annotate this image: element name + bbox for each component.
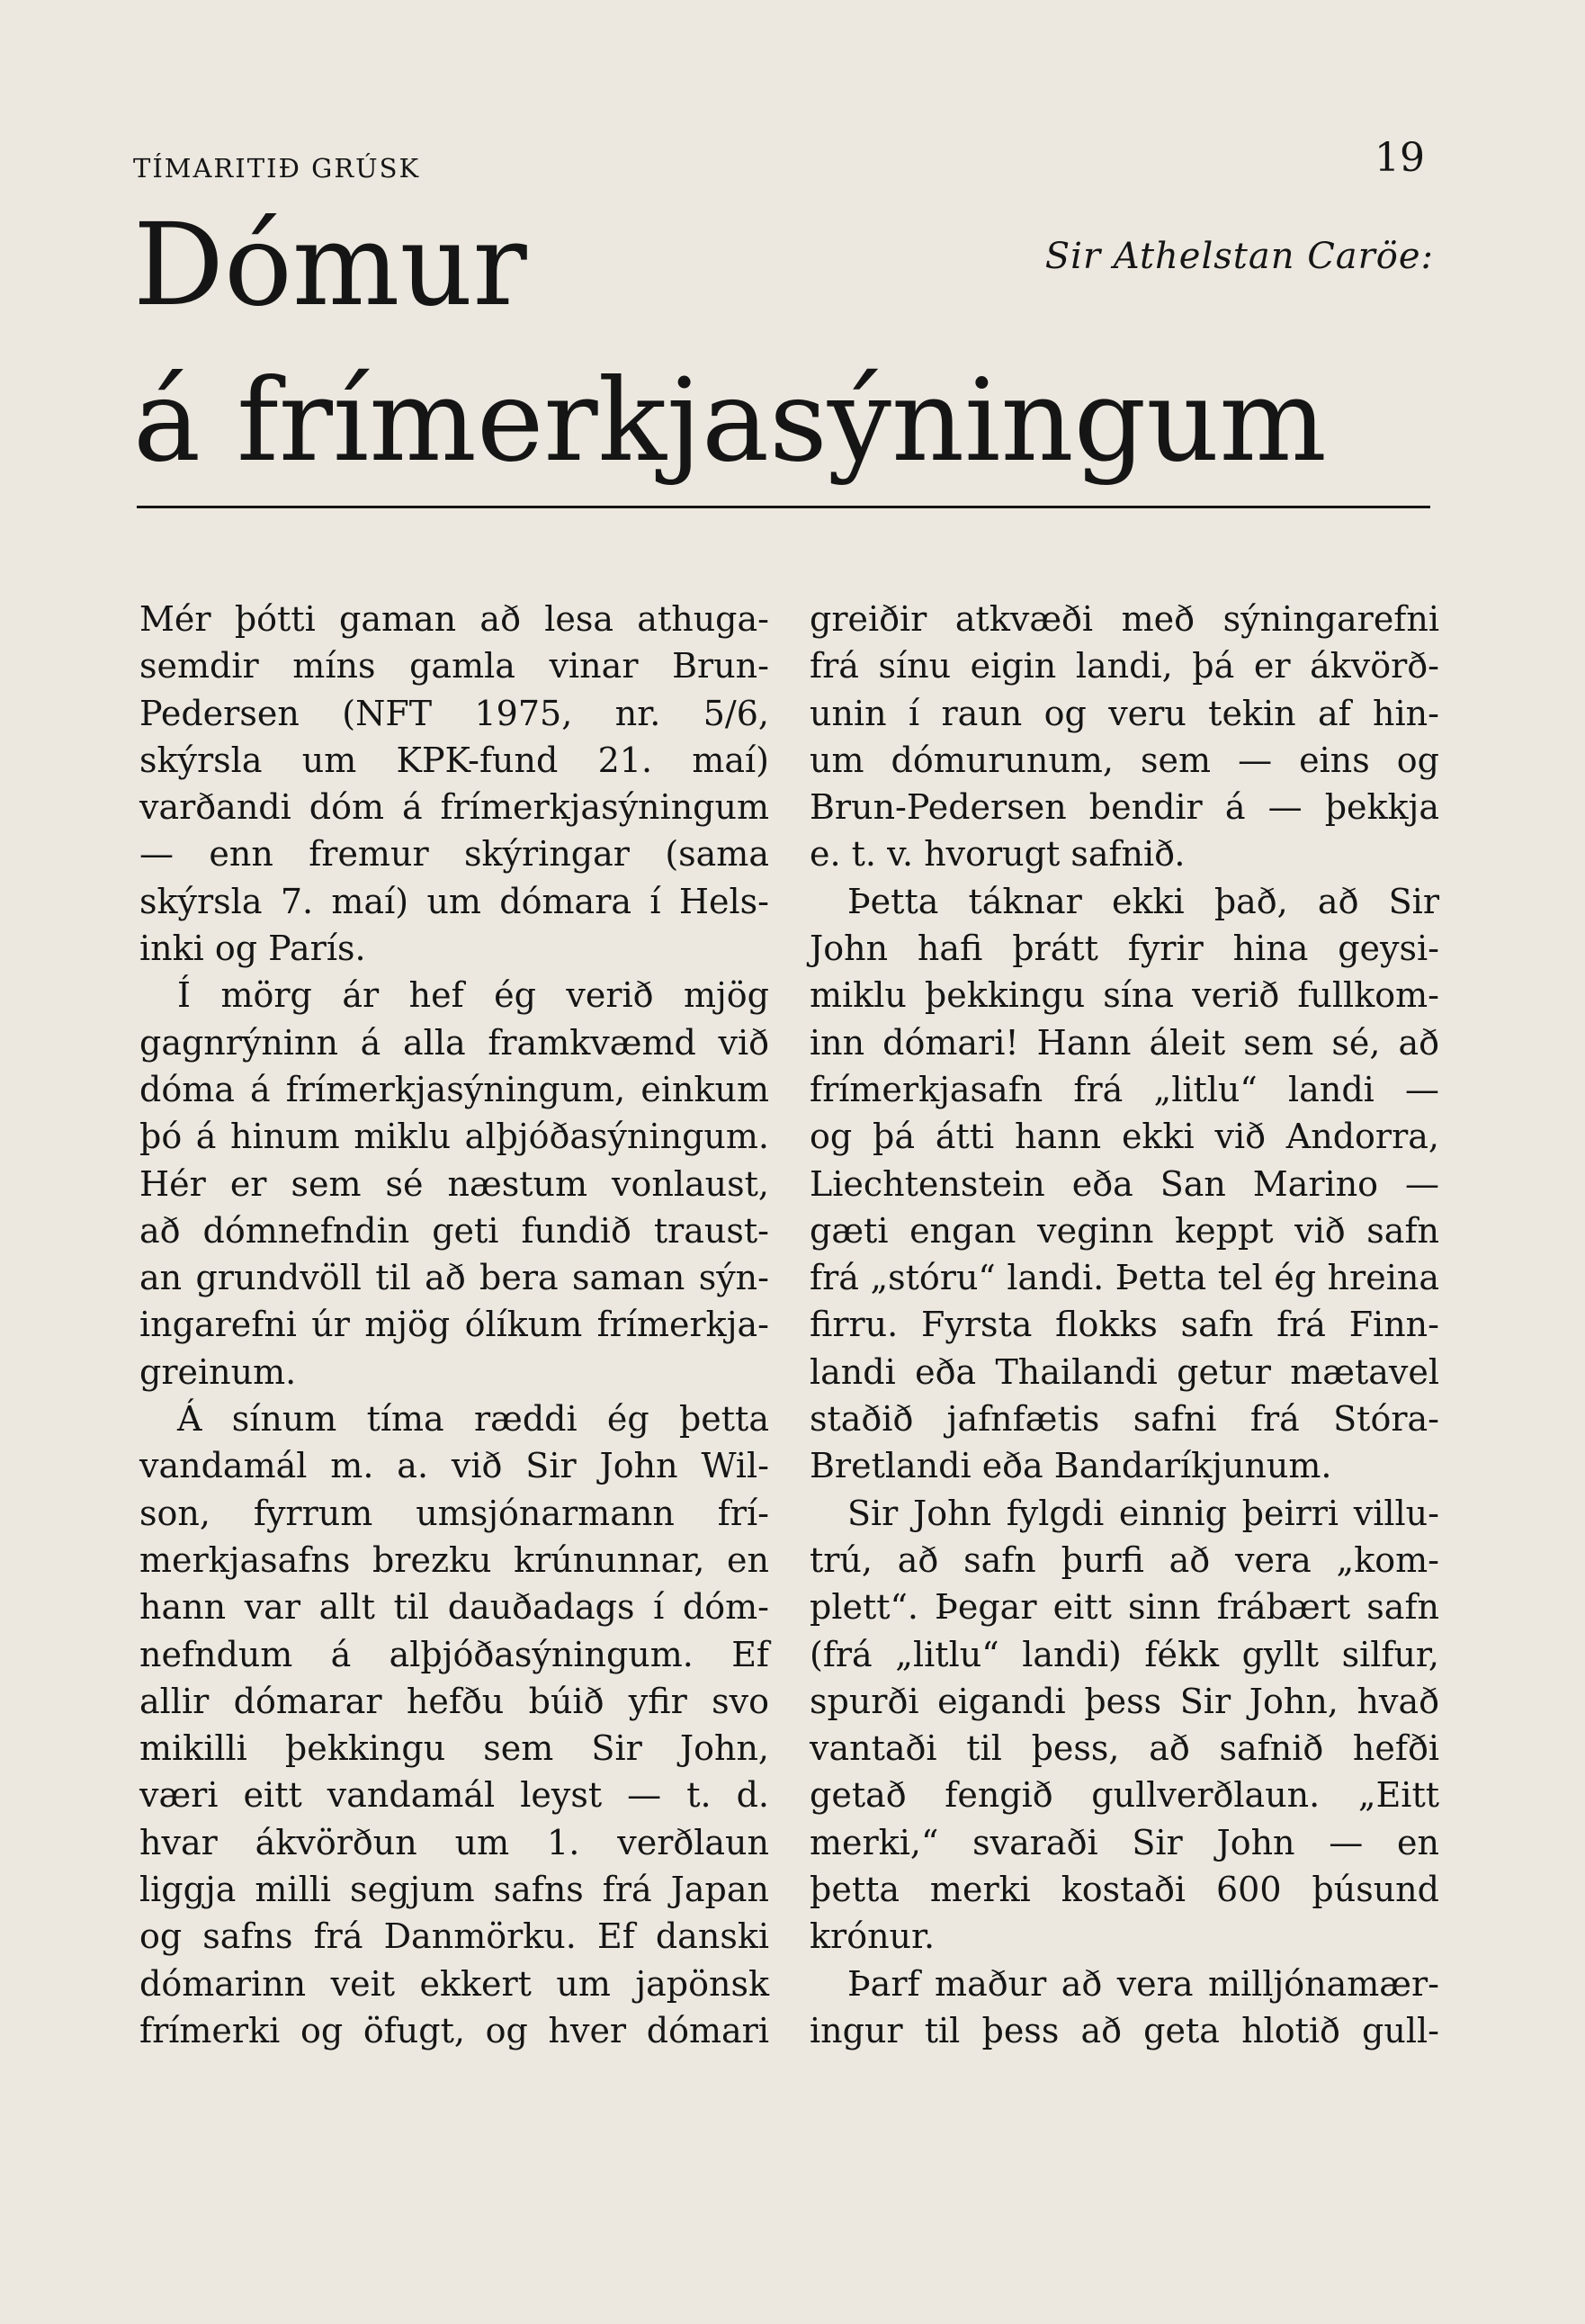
text-line: John hafi þrátt fyrir hina geysi-: [810, 929, 1439, 969]
text-line: dómarinn veit ekkert um japönsk: [139, 1963, 769, 2004]
text-line: Sir John fylgdi einnig þeirri villu-: [847, 1493, 1439, 1533]
text-line: inn dómari! Hann áleit sem sé, að: [810, 1022, 1439, 1063]
article-title-line-1: Dómur: [133, 199, 527, 331]
text-line: greinum.: [139, 1351, 297, 1392]
title-rule: [137, 506, 1430, 508]
text-line: gagnrýninn á alla framkvæmd við: [139, 1022, 769, 1063]
text-line: firru. Fyrsta flokks safn frá Finn-: [810, 1305, 1439, 1345]
text-line: unin í raun og veru tekin af hin-: [810, 693, 1439, 733]
text-line: skýrsla 7. maí) um dómara í Hels-: [139, 881, 769, 921]
running-head: TÍMARITIÐ GRÚSK: [133, 153, 421, 184]
text-line: an grundvöll til að bera saman sýn-: [139, 1258, 769, 1298]
text-line: þó á hinum miklu alþjóðasýningum.: [139, 1117, 769, 1157]
article-title-line-2: á frímerkjasýningum: [133, 354, 1327, 487]
text-line: allir dómarar hefðu búið yfir svo: [139, 1681, 769, 1721]
text-line: spurði eigandi þess Sir John, hvað: [810, 1681, 1439, 1721]
text-line: inki og París.: [139, 929, 366, 969]
text-line: dóma á frímerkjasýningum, einkum: [139, 1069, 769, 1109]
text-line: (frá „litlu“ landi) fékk gyllt silfur,: [810, 1634, 1439, 1674]
text-line: Þarf maður að vera milljónamær-: [847, 1963, 1439, 2004]
text-line: ingur til þess að geta hlotið gull-: [810, 2010, 1439, 2050]
text-line: Bretlandi eða Bandaríkjunum.: [810, 1446, 1332, 1486]
text-line: frímerkjasafn frá „litlu“ landi —: [810, 1069, 1439, 1109]
text-line: vantaði til þess, að safnið hefði: [810, 1728, 1439, 1769]
text-line: Í mörg ár hef ég verið mjög: [177, 975, 769, 1016]
page-number: 19: [1375, 135, 1425, 181]
text-line: krónur.: [810, 1916, 936, 1957]
text-line: Brun-Pedersen bendir á — þekkja: [810, 787, 1439, 828]
text-line: vandamál m. a. við Sir John Wil-: [139, 1446, 769, 1486]
text-line: Hér er sem sé næstum vonlaust,: [139, 1163, 769, 1204]
text-line: liggja milli segjum safns frá Japan: [139, 1870, 769, 1910]
text-line: og þá átti hann ekki við Andorra,: [810, 1117, 1439, 1157]
text-line: væri eitt vandamál leyst — t. d.: [139, 1775, 769, 1816]
text-line: frá sínu eigin landi, þá er ákvörð-: [810, 646, 1439, 686]
text-line: landi eða Thailandi getur mætavel: [810, 1351, 1439, 1392]
text-line: Þetta táknar ekki það, að Sir: [847, 881, 1439, 921]
text-line: miklu þekkingu sína verið fullkom-: [810, 975, 1439, 1016]
text-line: þetta merki kostaði 600 þúsund: [810, 1870, 1439, 1910]
article-byline: Sir Athelstan Caröe:: [1044, 236, 1434, 277]
text-line: hvar ákvörðun um 1. verðlaun: [139, 1822, 769, 1862]
text-line: hann var allt til dauðadags í dóm-: [139, 1587, 769, 1628]
text-line: mikilli þekkingu sem Sir John,: [139, 1728, 769, 1769]
text-line: frá „stóru“ landi. Þetta tel ég hreina: [810, 1258, 1439, 1298]
text-line: trú, að safn þurfi að vera „kom-: [810, 1539, 1439, 1580]
text-line: staðið jafnfætis safni frá Stóra-: [810, 1399, 1439, 1440]
left-column: [139, 596, 769, 2054]
text-line: Pedersen (NFT 1975, nr. 5/6,: [139, 693, 769, 733]
text-line: og safns frá Danmörku. Ef danski: [139, 1916, 769, 1957]
text-line: gæti engan veginn keppt við safn: [810, 1210, 1439, 1251]
text-line: skýrsla um KPK-fund 21. maí): [139, 740, 769, 780]
text-line: e. t. v. hvorugt safnið.: [810, 834, 1186, 875]
text-line: merki,“ svaraði Sir John — en: [810, 1822, 1439, 1862]
right-column: [810, 596, 1439, 2054]
text-line: Mér þótti gaman að lesa athuga-: [139, 599, 769, 639]
text-line: Á sínum tíma ræddi ég þetta: [177, 1399, 769, 1440]
text-line: semdir míns gamla vinar Brun-: [139, 646, 769, 686]
text-line: nefndum á alþjóðasýningum. Ef: [139, 1634, 769, 1674]
text-line: varðandi dóm á frímerkjasýningum: [139, 787, 769, 828]
text-line: ingarefni úr mjög ólíkum frímerkja-: [139, 1305, 769, 1345]
text-line: plett“. Þegar eitt sinn frábært safn: [810, 1587, 1439, 1628]
text-line: frímerki og öfugt, og hver dómari: [139, 2010, 769, 2050]
text-line: Liechtenstein eða San Marino —: [810, 1163, 1439, 1204]
text-line: — enn fremur skýringar (sama: [139, 834, 769, 875]
text-line: son, fyrrum umsjónarmann frí-: [139, 1493, 769, 1533]
text-line: um dómurunum, sem — eins og: [810, 740, 1439, 780]
text-line: getað fengið gullverðlaun. „Eitt: [810, 1775, 1439, 1816]
text-line: merkjasafns brezku krúnunnar, en: [139, 1539, 769, 1580]
text-line: greiðir atkvæði með sýningarefni: [810, 599, 1439, 639]
text-line: að dómnefndin geti fundið traust-: [139, 1210, 769, 1251]
